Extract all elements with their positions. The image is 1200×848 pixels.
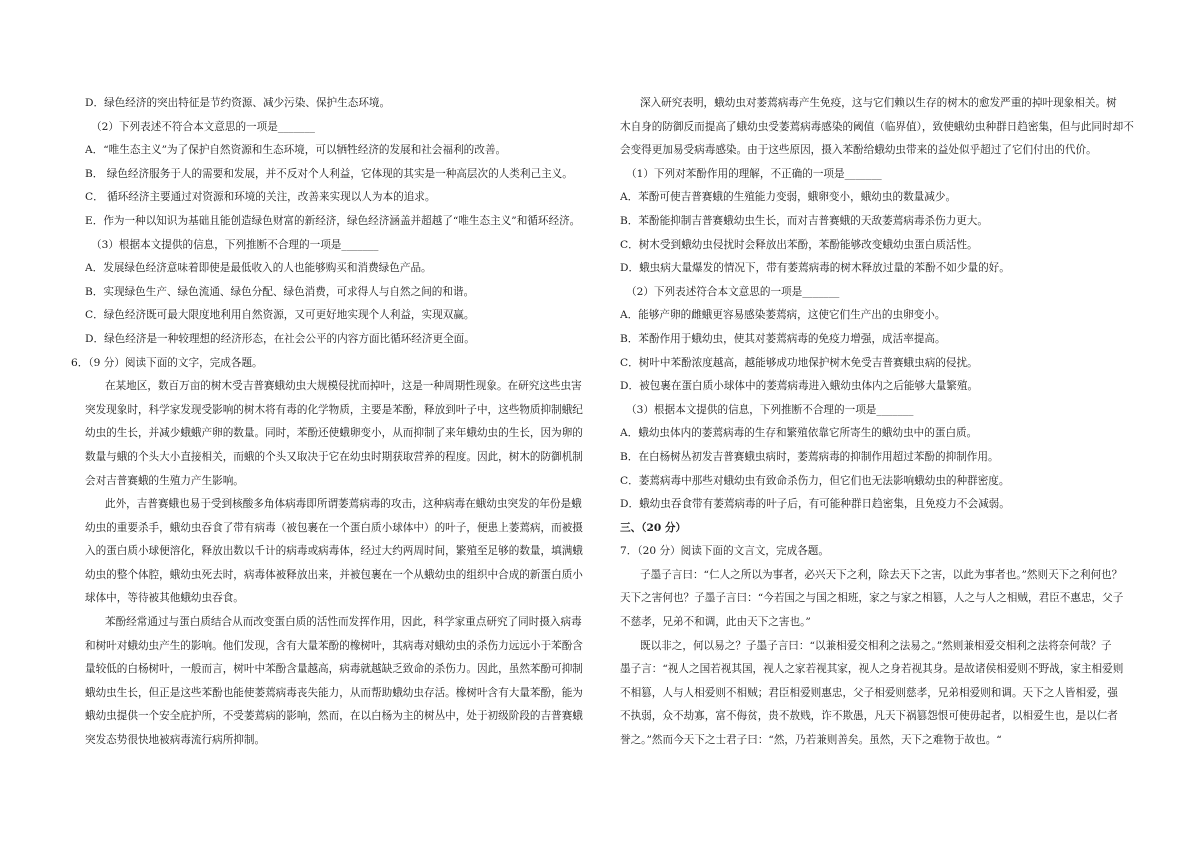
text-line: 入的蛋白质小球便溶化，释放出数以千计的病毒或病毒体，经过大约两周时间，繁殖至足够的数量，填满蛾 xyxy=(85,545,583,558)
text-line: 深入研究表明，蛾幼虫对萎蔫病毒产生免疫，这与它们赖以生存的树木的愈发严重的掉叶现象相关。树 xyxy=(640,97,1117,109)
text-line: 和树叶对蛾幼虫产生的影响。他们发现，含有大量苯酚的橡树叶，其病毒对蛾幼虫的杀伤力远远小于苯酚含 xyxy=(85,639,583,652)
text-line: 量较低的白杨树叶，一般而言，树叶中苯酚含量越高，病毒就越缺乏致命的杀伤力。因此，虽然苯酚可抑制 xyxy=(85,663,583,676)
text-line: 幼虫的整个体腔，蛾幼虫死去时，病毒体被释放出来，并被包裹在一个从蛾幼虫的组织中合成的新蛋白质小 xyxy=(85,568,583,581)
text-line: C．萎蔫病毒中那些对蛾幼虫有致命杀伤力，但它们也无法影响蛾幼虫的种群密度。 xyxy=(620,474,1010,487)
text-line: 天下之害何也？子墨子言曰：“今若国之与国之相班，家之与家之相篡，人之与人之相贼，君臣不惠忠，父子 xyxy=(620,592,1124,605)
text-line: 不相篡，人与人相爱则不相贼；君臣相爱则惠忠，父子相爱则慈孝，兄弟相爱则和调。天下之人皆相爱，强 xyxy=(620,686,1118,699)
left-column xyxy=(71,92,605,753)
text-line: A．“唯生态主义”为了保护自然资源和生态环境，可以牺牲经济的发展和社会福利的改善。 xyxy=(85,144,507,157)
text-line: D．被包裹在蛋白质小球体中的萎蔫病毒进入蛾幼虫体内之后能够大量繁殖。 xyxy=(620,380,979,393)
right-column xyxy=(620,92,1140,753)
text-line: 数量与蛾的个头大小直接相关，而蛾的个头又取决于它在幼虫时期获取营养的程度。因此，树木的防御机制 xyxy=(85,450,583,463)
text-line: B． 绿色经济服务于人的需要和发展，并不反对个人利益，它体现的其实是一种高层次的人类利己主义。 xyxy=(85,167,573,180)
text-line: 突发态势很快地被病毒流行病所抑制。 xyxy=(85,734,266,747)
text-line: 在某地区，数百万亩的树木受吉普赛蛾幼虫大规模侵扰而掉叶，这是一种周期性现象。在研究这些虫害 xyxy=(105,380,582,393)
text-line: 此外，吉普赛蛾也易于受到核酸多角体病毒即所谓萎蔫病毒的攻击，这种病毒在蛾幼虫突发的年份是蛾 xyxy=(105,498,582,511)
text-line: 子墨子言曰：“仁人之所以为事者，必兴天下之利，除去天下之害，以此为事者也。”然则天下之利何也？ xyxy=(640,568,1123,581)
text-line: 三、（20 分） xyxy=(620,521,687,534)
text-line: 苯酚经常通过与蛋白质结合从而改变蛋白质的活性而发挥作用，因此，科学家重点研究了同时摄入病毒 xyxy=(105,616,582,629)
text-line: 木自身的防御反而提高了蛾幼虫受萎蔫病毒感染的阈值（临界值），致使蛾幼虫种群日趋密集，但与此同时却不 xyxy=(620,120,1134,133)
text-line: （3）根据本文提供的信息，下列推断不合理的一项是_______ xyxy=(626,403,914,416)
text-line: （2）下列表述不符合本文意思的一项是_______ xyxy=(91,120,315,133)
text-line: B．苯酚作用于蛾幼虫，使其对萎蔫病毒的免疫力增强，成活率提高。 xyxy=(620,332,946,345)
text-line: 不执弱，众不劫寡，富不侮贫，贵不敖贱，诈不欺愚，凡天下祸篡怨恨可使毋起者，以相爱生也，是以仁者 xyxy=(620,710,1118,723)
text-line: A．苯酚可使吉普赛蛾的生殖能力变弱，蛾卵变小，蛾幼虫的数量减少。 xyxy=(620,191,957,204)
text-line: A．蛾幼虫体内的萎蔫病毒的生存和繁殖依靠它所寄生的蛾幼虫中的蛋白质。 xyxy=(620,427,978,440)
text-line: 6．（9 分）阅读下面的文字，完成各题。 xyxy=(71,356,263,369)
text-line: D．蛾虫病大量爆发的情况下，带有萎蔫病毒的树木释放过量的苯酚不如少量的好。 xyxy=(620,262,1010,275)
text-line: D．绿色经济是一种较理想的经济形态，在社会公平的内容方面比循环经济更全面。 xyxy=(85,332,475,345)
text-line: 不慈孝，兄弟不和调，此由天下之害也。” xyxy=(620,616,811,629)
text-line: A．能够产卵的雌蛾更容易感染萎蔫病，这使它们生产出的虫卵变小。 xyxy=(620,309,946,322)
text-line: 蛾幼虫生长，但正是这些苯酚也能使萎蔫病毒丧失能力，从而帮助蛾幼虫存活。橡树叶含有大量苯酚，能为 xyxy=(85,686,583,699)
text-line: C．树叶中苯酚浓度越高，越能够成功地保护树木免受吉普赛蛾虫病的侵扰。 xyxy=(620,356,978,369)
text-line: （3）根据本文提供的信息，下列推断不合理的一项是_______ xyxy=(91,238,379,251)
text-line: B．在白杨树丛初发吉普赛蛾虫病时，萎蔫病毒的抑制作用超过苯酚的抑制作用。 xyxy=(620,450,999,463)
text-line: C．树木受到蛾幼虫侵扰时会释放出苯酚，苯酚能够改变蛾幼虫蛋白质活性。 xyxy=(620,238,978,251)
text-line: 幼虫的生长，并减少蛾蛾产卵的数量。同时，苯酚还使蛾卵变小，从而抑制了来年蛾幼虫的生长，因为卵的 xyxy=(85,427,583,440)
text-line: C． 循环经济主要通过对资源和环境的关注，改善来实现以人为本的追求。 xyxy=(85,191,436,204)
text-line: （1）下列对苯酚作用的理解，不正确的一项是_______ xyxy=(626,167,882,180)
text-line: （2）下列表述符合本文意思的一项是_______ xyxy=(626,285,840,298)
text-line: 墨子言：“视人之国若视其国，视人之家若视其家，视人之身若视其身。是故诸侯相爱则不野战，家主相爱则 xyxy=(620,663,1124,676)
text-line: 会对吉普赛蛾的生殖力产生影响。 xyxy=(85,474,244,487)
text-line: A．发展绿色经济意味着即使是最低收入的人也能够购买和消费绿色产品。 xyxy=(85,262,432,275)
text-line: 7．（20 分）阅读下面的文言文，完成各题。 xyxy=(620,545,829,558)
text-line: 突发现象时，科学家发现受影响的树木将有毒的化学物质，主要是苯酚，释放到叶子中，这些物质抑制蛾纪 xyxy=(85,403,583,416)
text-line: B．苯酚能抑制吉普赛蛾幼虫生长，而对吉普赛蛾的天敌萎蔫病毒杀伤力更大。 xyxy=(620,214,988,227)
text-line: D．蛾幼虫吞食带有萎蔫病毒的叶子后，有可能种群日趋密集，且免疫力不会减弱。 xyxy=(620,498,1010,511)
text-line: 会变得更加易受病毒感染。由于这些原因，摄入苯酚给蛾幼虫带来的益处似乎超过了它们付出的代价。 xyxy=(620,144,1097,157)
text-line: D．绿色经济的突出特征是节约资源、减少污染、保护生态环境。 xyxy=(85,97,391,109)
text-line: 既以非之，何以易之？子墨子言曰：“以兼相爱交相利之法易之。”然则兼相爱交相利之法将奈何哉？子 xyxy=(640,639,1112,652)
text-line: 幼虫的重要杀手，蛾幼虫吞食了带有病毒（被包裹在一个蛋白质小球体中）的叶子，便患上萎蔫病，而被摄 xyxy=(85,521,583,534)
text-line: E．作为一种以知识为基础且能创造绿色财富的新经济，绿色经济涵盖并超越了“唯生态主义”和循环经济。 xyxy=(85,214,581,227)
text-line: 蛾幼虫提供一个安全庇护所，不受萎蔫病的影响，然而，在以白杨为主的树丛中，处于初级阶段的吉普赛蛾 xyxy=(85,710,583,723)
text-line: C．绿色经济既可最大限度地利用自然资源，又可更好地实现个人利益，实现双赢。 xyxy=(85,309,475,322)
text-line: 球体中，等待被其他蛾幼虫吞食。 xyxy=(85,592,244,605)
text-line: 誉之。”然而今天下之士君子曰：“然，乃若兼则善矣。虽然，天下之难物于故也。“ xyxy=(620,734,1002,747)
text-line: B．实现绿色生产、绿色流通、绿色分配、绿色消费，可求得人与自然之间的和谐。 xyxy=(85,285,475,298)
